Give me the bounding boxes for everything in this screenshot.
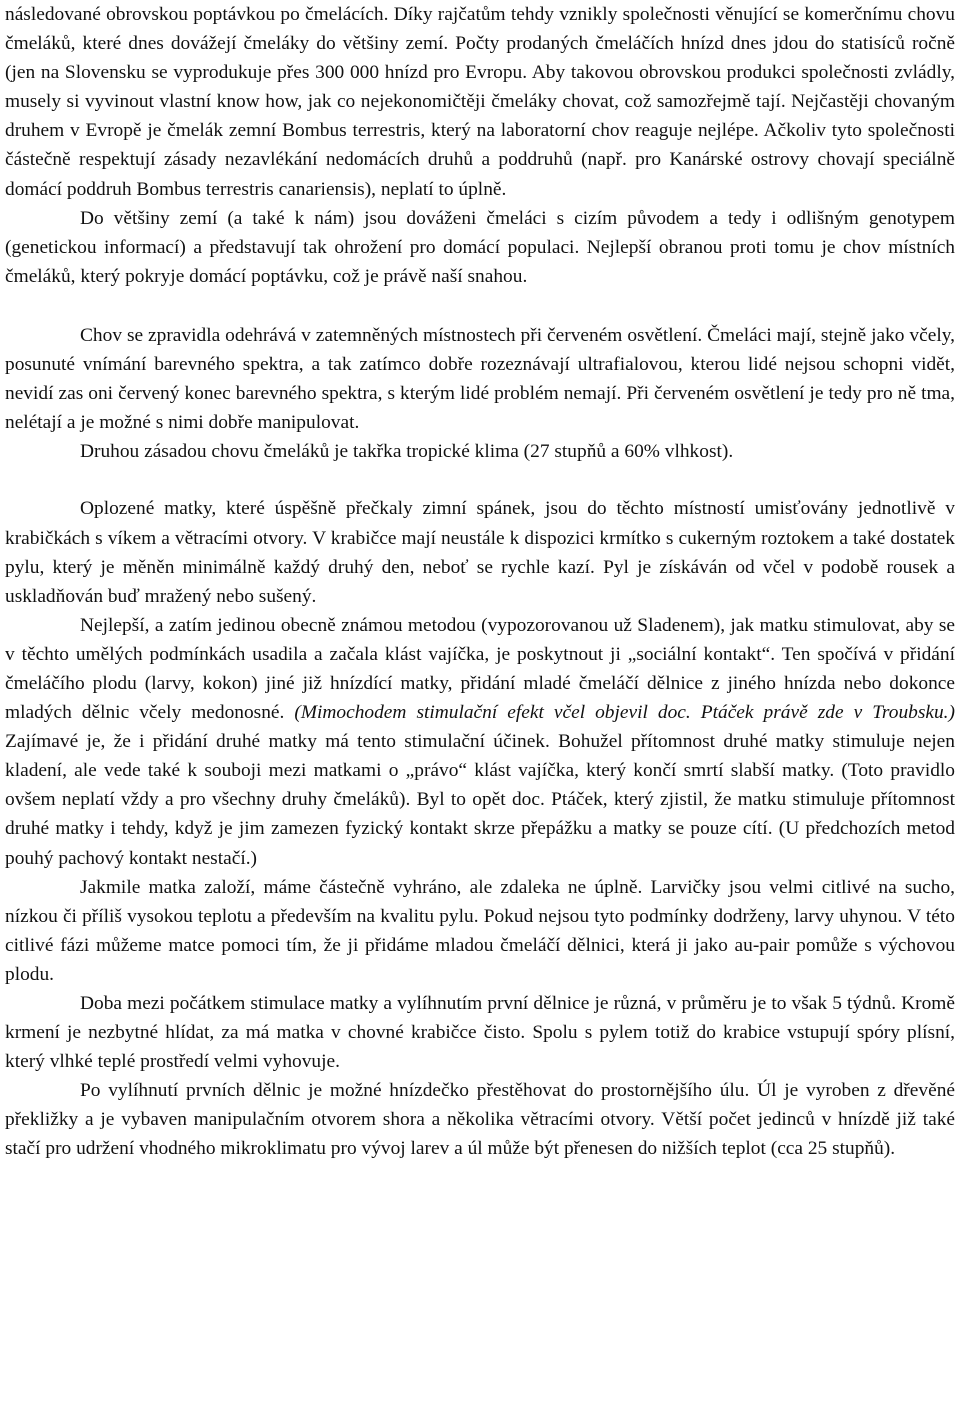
paragraph-first-worker: Doba mezi počátkem stimulace matky a vylíhnutím první dělnice je různá, v průměru je to však 5 týdnů. Kromě krmení je nezbytné hlídat, za má matka v chovné krabičce čisto. Spolu s pylem totiž do krabice vstupují spóry plísní, který vlhké teplé prostředí velmi vyhovuje. [5, 993, 955, 1073]
paragraph-larvae: Jakmile matka založí, máme částečně vyhráno, ale zdaleka ne úplně. Larvičky jsou velmi citlivé na sucho, nízkou či příliš vysokou teplotu a především na kvalitu pylu. Pokud nejsou tyto podmínky dodrženy, larvy uhynou. V této citlivé fázi můžeme matce pomoci tím, že ji přidáme mladou čmeláčí dělnici, která ji jako au-pair pomůže s výchovou plodu. [5, 876, 955, 985]
paragraph-intro: následované obrovskou poptávkou po čmelácích. Díky rajčatům tehdy vznikly společnosti věnující se komerčnímu chovu čmeláků, které dnes dovážejí čmeláky do většiny zemí. Počty prodaných čmeláčích hnízd dnes jdou do statisíců ročně (jen na Slovensku se vyprodukuje přes 300 000 hnízd pro Evropu. Aby takovou obrovskou produkci společnosti zvládly, musely si vyvinout vlastní know how, jak co nejekonomičtěji čmeláky chovat, což samozřejmě tají. Nejčastěji chovaným druhem v Evropě je čmelák zemní Bombus terrestris, který na laboratorní chov reaguje nejlépe. Ačkoliv tyto společnosti částečně respektují zásady nezavlékání nedomácích druhů a poddruhů (např. pro Kanárské ostrovy chovají speciálně domácí poddruh Bombus terrestris canariensis), neplatí to úplně. [5, 4, 955, 200]
paragraph-stimulation [5, 611, 955, 873]
paragraph-climate: Druhou zásadou chovu čmeláků je takřka tropické klima (27 stupňů a 60% vlhkost). [80, 441, 734, 463]
paragraph-queens: Oplozené matky, které úspěšně přečkaly zimní spánek, jsou do těchto místností umisťovány jednotlivě v krabičkách s víkem a větracími otvory. V krabičce mají neustále k dispozici krmítko s cukerným roztokem a také dostatek pylu, který je měněn minimálně každý druhý den, neboť se rychle kazí. Pyl je získáván od včel v podobě rousek a uskladňován buď mražený nebo sušený. [5, 498, 955, 607]
stimulation-text-continued: Zajímavé je, že i přidání druhé matky má tento stimulační účinek. Bohužel přítomnost druhé matky stimuluje nejen kladení, ale vede také k souboji mezi matkami o „právo“ klást vajíčka, který končí smrtí slabší matky. (Toto pravidlo ovšem neplatí vždy a pro všechny druhy čmeláků). Byl to opět doc. Ptáček, který zjistil, že matku stimuluje přítomnost druhé matky i tehdy, když je jim zamezen fyzický kontakt skrze přepážku a matky se pouze cítí. (U předchozích metod pouhý pachový kontakt nestačí.) [5, 731, 955, 869]
paragraph-import: Do většiny zemí (a také k nám) jsou dováženi čmeláci s cizím původem a tedy i odlišným genotypem (genetickou informací) a představují tak ohrožení pro domácí populaci. Nejlepší obranou proti tomu je chov místních čmeláků, který pokryje domácí poptávku, což je právě naší snahou. [5, 207, 955, 287]
paragraph-red-light: Chov se zpravidla odehrává v zatemněných místnostech při červeném osvětlení. Čmeláci mají, stejně jako včely, posunuté vnímání barevného spektra, a tak zatímco dobře rozeznávají ultrafialovou, kterou lidé nejsou schopni vidět, nevidí zas oni červený konec barevného spektra, s kterým lidé problém nemají. Při červeném osvětlení je tedy pro ně tma, nelétají a je možné s nimi dobře manipulovat. [5, 324, 955, 434]
paragraph-hive: Po vylíhnutí prvních dělnic je možné hnízdečko přestěhovat do prostornějšího úlu. Úl je vyroben z dřevěné překližky a je vybaven manipulačním otvorem shora a několika větracími otvory. Větší počet jedinců v hnízdě již také stačí pro udržení vhodného mikroklimatu pro vývoj larev a úl může být přenesen do nižších teplot (cca 25 stupňů). [5, 1080, 955, 1160]
document-page [5, 0, 955, 1164]
paragraph-spacer [5, 291, 955, 321]
stimulation-italic-note: (Mimochodem stimulační efekt včel objevil doc. Ptáček právě zde v Troubsku.) [294, 702, 955, 724]
paragraph-spacer [5, 466, 955, 494]
stimulation-text: Nejlepší, a zatím jedinou obecně známou metodou (vypozorovanou už Sladenem), jak matku stimulovat, aby se v těchto umělých podmínkách usadila a začala klást vajíčka, je poskytnout ji „sociální kontakt“. Ten spočívá v přidání čmeláčího plodu (larvy, kokon) jiné již hnízdící matky, přidání mladé čmeláčí dělnice z jiného hnízda nebo dokonce mladých dělnic včely medonosné. [5, 614, 955, 724]
